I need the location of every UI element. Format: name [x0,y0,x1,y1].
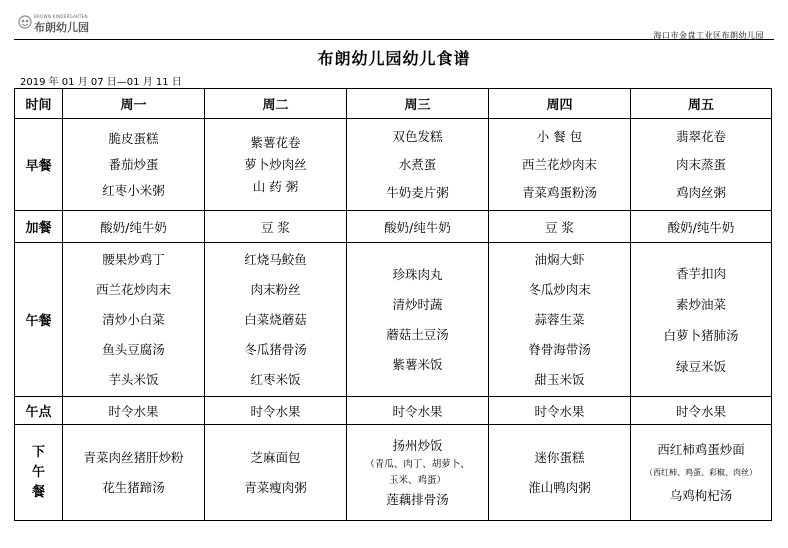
day-header-wed: 周三 [347,89,489,119]
dish: 山 药 粥 [252,178,299,194]
breakfast-mon [63,119,205,211]
breakfast-row [15,119,772,211]
dish: 青菜肉丝猪肝炒粉 [83,449,184,465]
dish: 牛奶麦片粥 [386,184,449,200]
fruit-row [15,397,772,425]
snack-wed: 酸奶/纯牛奶 [347,211,489,243]
dish: 紫薯花卷 [250,134,301,150]
dish: 翡翠花卷 [675,128,726,144]
day-header-mon: 周一 [63,89,205,119]
row-label-breakfast: 早餐 [15,119,63,211]
dish: 肉末蒸蛋 [675,156,726,172]
dish: 冬瓜猪骨汤 [244,341,307,357]
dish: 素炒油菜 [675,296,726,312]
lunch-tue [205,243,347,397]
dish: 扬州炒饭 [392,437,443,453]
lunch-fri [631,243,772,397]
dish: 莲藕排骨汤 [386,491,449,507]
breakfast-fri [631,119,772,211]
logo-subtext: BROWN KINDERGARTEN [34,14,88,19]
dish: 紫薯米饭 [392,356,443,372]
lunch-wed [347,243,489,397]
afternoon-mon [63,425,205,521]
dish: 西兰花炒肉末 [95,281,171,297]
snack-row [15,211,772,243]
dish: 番茄炒蛋 [108,156,159,172]
logo [18,14,88,34]
dish: 萝卜炒肉丝 [244,156,307,172]
dish-note: （青瓜、肉丁、胡萝卜、 [365,458,470,470]
dish-note: （西红柿、鸡蛋、彩椒、肉丝） [645,467,757,477]
fruit-thu: 时令水果 [489,397,631,425]
dish-note: 玉米、鸡蛋） [388,474,446,486]
afternoon-fri [631,425,772,521]
date-range: 2019 年 01 月 07 日—01 月 11 日 [20,77,182,88]
dish: 白菜烧蘑菇 [244,311,307,327]
corner-cell: 时间 [15,89,63,119]
logo-name: 布朗幼儿园 [34,21,89,34]
dish: 珍珠肉丸 [392,266,443,282]
lunch-thu [489,243,631,397]
breakfast-wed [347,119,489,211]
dish: 芝麻面包 [250,449,301,465]
page-title: 布朗幼儿园幼儿食谱 [317,49,471,68]
fruit-mon: 时令水果 [63,397,205,425]
dish: 迷你蛋糕 [534,449,585,465]
snack-fri: 酸奶/纯牛奶 [631,211,772,243]
dish: 红烧马鲛鱼 [244,251,307,267]
dish: 鱼头豆腐汤 [102,341,165,357]
fruit-fri: 时令水果 [631,397,772,425]
table-header-row [15,89,772,119]
day-header-tue: 周二 [205,89,347,119]
dish: 白萝卜猪肺汤 [663,327,739,343]
row-label-fruit: 午点 [15,397,63,425]
dish: 油焖大虾 [534,251,585,267]
dish: 红枣小米粥 [102,182,165,198]
fruit-tue: 时令水果 [205,397,347,425]
dish: 乌鸡枸杞汤 [669,487,733,503]
lunch-mon [63,243,205,397]
dish: 双色发糕 [392,128,443,144]
label-char: 餐 [31,484,45,500]
afternoon-tue [205,425,347,521]
dish: 香芋扣肉 [675,265,726,281]
dish: 芋头米饭 [108,371,159,387]
header-divider [14,39,774,40]
dish: 水煮蛋 [398,156,437,172]
dish: 青菜鸡蛋粉汤 [521,184,597,200]
dish: 脊骨海带汤 [528,341,591,357]
dish: 小 餐 包 [536,128,583,144]
fruit-wed: 时令水果 [347,397,489,425]
dish: 清炒时蔬 [392,296,443,312]
snack-thu: 豆 浆 [489,211,631,243]
dish: 淮山鸭肉粥 [528,479,591,495]
dish: 蒜蓉生菜 [534,311,585,327]
snack-tue: 豆 浆 [205,211,347,243]
afternoon-wed [347,425,489,521]
dish: 冬瓜炒肉末 [528,281,591,297]
dish: 花生猪蹄汤 [102,479,165,495]
dish: 绿豆米饭 [675,358,726,374]
afternoon-row [15,425,772,521]
row-label-afternoon [15,425,63,521]
label-char: 下 [31,444,45,460]
breakfast-tue [205,119,347,211]
label-char: 午 [31,464,45,480]
menu-table [14,88,772,521]
dish: 腰果炒鸡丁 [102,251,165,267]
lunch-row [15,243,772,397]
dish: 红枣米饭 [250,371,301,387]
dish: 蘑菇土豆汤 [386,326,449,342]
dish: 西红柿鸡蛋炒面 [657,441,745,457]
row-label-snack: 加餐 [15,211,63,243]
dish: 鸡肉丝粥 [675,184,726,200]
header-address: 海口市金盘工业区布朗幼儿园 [653,31,764,40]
dish: 西兰花炒肉末 [521,156,597,172]
row-label-lunch: 午餐 [15,243,63,397]
dish: 甜玉米饭 [534,371,585,387]
dish: 肉末粉丝 [250,281,301,297]
day-header-thu: 周四 [489,89,631,119]
breakfast-thu [489,119,631,211]
kindergarten-logo-icon [18,15,32,29]
afternoon-thu [489,425,631,521]
dish: 脆皮蛋糕 [108,130,159,146]
snack-mon: 酸奶/纯牛奶 [63,211,205,243]
dish: 清炒小白菜 [102,311,165,327]
day-header-fri: 周五 [631,89,772,119]
dish: 青菜瘦肉粥 [244,479,307,495]
